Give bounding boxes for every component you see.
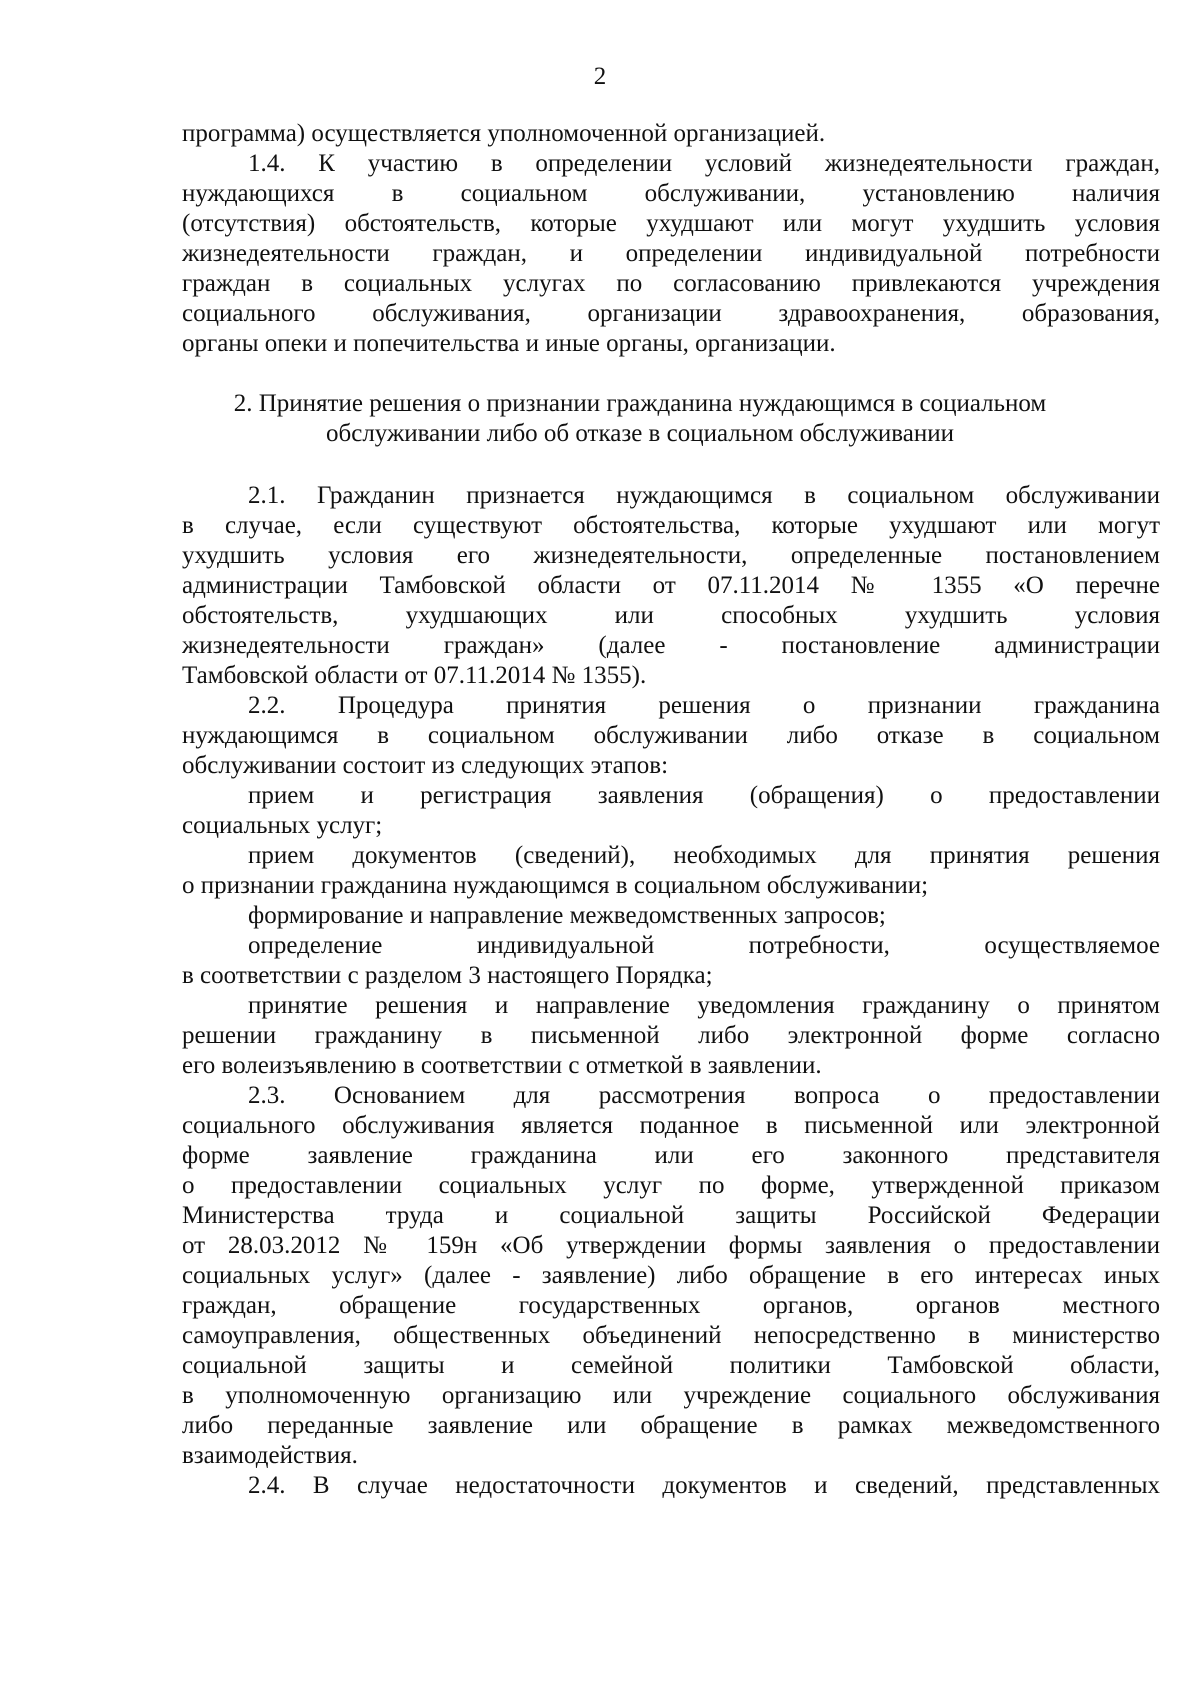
text-line: формирование и направление межведомственных запросов; <box>248 902 886 929</box>
text-line: в уполномоченную организацию или учреждение социального обслуживания <box>182 1382 1160 1409</box>
text-line: нуждающимся в социальном обслуживании либо отказе в социальном <box>182 722 1160 749</box>
text-line: форме заявление гражданина или его законного представителя <box>182 1142 1160 1169</box>
text-line: жизнедеятельности граждан» (далее - постановление администрации <box>182 632 1160 659</box>
text-line: социальных услуг; <box>182 812 383 839</box>
text-line: самоуправления, общественных объединений непосредственно в министерство <box>182 1322 1160 1349</box>
text-line: граждан в социальных услугах по согласованию привлекаются учреждения <box>182 270 1160 297</box>
text-line: обслуживании состоит из следующих этапов: <box>182 752 669 779</box>
page-number: 2 <box>593 63 607 90</box>
text-line: администрации Тамбовской области от 07.11.2014 № 1355 «О перечне <box>182 572 1160 599</box>
text-line: принятие решения и направление уведомления гражданину о принятом <box>248 992 1160 1019</box>
text-line: его волеизъявлению в соответствии с отметкой в заявлении. <box>182 1052 822 1079</box>
text-line: (отсутствия) обстоятельств, которые ухудшают или могут ухудшить условия <box>182 210 1160 237</box>
text-line: социального обслуживания является поданное в письменной или электронной <box>182 1112 1160 1139</box>
text-line: граждан, обращение государственных органов, органов местного <box>182 1292 1160 1319</box>
text-line: жизнедеятельности граждан, и определении индивидуальной потребности <box>182 240 1160 267</box>
text-line: обстоятельств, ухудшающих или способных ухудшить условия <box>182 602 1160 629</box>
text-line: взаимодействия. <box>182 1442 358 1469</box>
text-line: 2.3. Основанием для рассмотрения вопроса о предоставлении <box>248 1082 1160 1109</box>
text-line: прием документов (сведений), необходимых для принятия решения <box>248 842 1160 869</box>
text-line: 2.2. Процедура принятия решения о признании гражданина <box>248 692 1160 719</box>
text-line: прием и регистрация заявления (обращения) о предоставлении <box>248 782 1160 809</box>
text-line: о предоставлении социальных услуг по форме, утвержденной приказом <box>182 1172 1160 1199</box>
text-line: 2.4. В случае недостаточности документов и сведений, представленных <box>248 1472 1160 1499</box>
text-line: социальной защиты и семейной политики Тамбовской области, <box>182 1352 1160 1379</box>
text-line: Министерства труда и социальной защиты Российской Федерации <box>182 1202 1160 1229</box>
text-line: в соответствии с разделом 3 настоящего Порядка; <box>182 962 713 989</box>
text-line: 2.1. Гражданин признается нуждающимся в социальном обслуживании <box>248 482 1160 509</box>
text-line: ухудшить условия его жизнедеятельности, определенные постановлением <box>182 542 1160 569</box>
text-line: нуждающихся в социальном обслуживании, установлению наличия <box>182 180 1160 207</box>
text-line: программа) осуществляется уполномоченной организацией. <box>182 120 826 147</box>
text-line: социальных услуг» (далее - заявление) либо обращение в его интересах иных <box>182 1262 1160 1289</box>
text-line: о признании гражданина нуждающимся в социальном обслуживании; <box>182 872 929 899</box>
text-line: 1.4. К участию в определении условий жизнедеятельности граждан, <box>248 150 1160 177</box>
text-line: Тамбовской области от 07.11.2014 № 1355). <box>182 662 647 689</box>
text-line: органы опеки и попечительства и иные органы, организации. <box>182 330 836 357</box>
text-line: от 28.03.2012 № 159н «Об утверждении формы заявления о предоставлении <box>182 1232 1160 1259</box>
section-heading-line-1: 2. Принятие решения о признании гражданина нуждающимся в социальном <box>233 390 1047 417</box>
section-heading-line-2: обслуживании либо об отказе в социальном обслуживании <box>326 420 954 447</box>
text-line: в случае, если существуют обстоятельства, которые ухудшают или могут <box>182 512 1160 539</box>
text-line: определение индивидуальной потребности, осуществляемое <box>248 932 1160 959</box>
text-line: либо переданные заявление или обращение в рамках межведомственного <box>182 1412 1160 1439</box>
text-line: решении гражданину в письменной либо электронной форме согласно <box>182 1022 1160 1049</box>
text-line: социального обслуживания, организации здравоохранения, образования, <box>182 300 1160 327</box>
